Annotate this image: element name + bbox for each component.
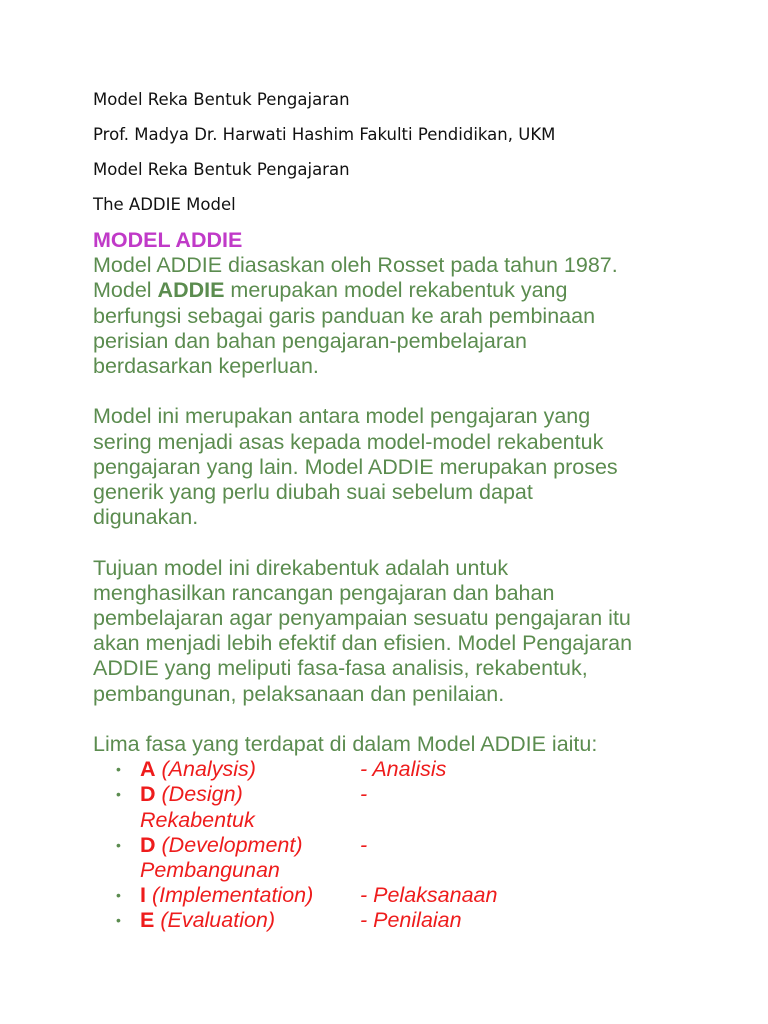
- bullet-icon: •: [116, 786, 121, 803]
- section-heading: MODEL ADDIE: [93, 228, 243, 252]
- phase-english: (Analysis): [155, 757, 256, 782]
- addie-bold-term: ADDIE: [157, 278, 225, 303]
- list-item: [93, 782, 693, 832]
- phase-term: [140, 782, 360, 807]
- paragraph-spacer: [93, 379, 693, 404]
- phase-letter: D: [140, 782, 156, 807]
- para3-line: menghasilkan rancangan pengajaran dan bahan: [93, 580, 555, 605]
- model-name-line: The ADDIE Model: [93, 195, 236, 214]
- addie-section: [93, 228, 693, 934]
- phase-malay: - Analisis: [360, 757, 447, 782]
- paragraph-spacer: [93, 707, 693, 732]
- para2-line: digunakan.: [93, 505, 199, 530]
- bullet-icon: •: [116, 836, 121, 853]
- phase-term: [140, 757, 360, 782]
- para3-line: pembangunan, pelaksanaan dan penilaian.: [93, 681, 505, 706]
- para3-line: ADDIE yang meliputi fasa-fasa analisis, rekabentuk,: [93, 656, 588, 681]
- para1-line: perisian dan bahan pengajaran-pembelajaran: [93, 328, 527, 353]
- para1-line: berdasarkan keperluan.: [93, 354, 319, 379]
- paragraph-spacer: [93, 530, 693, 555]
- para1-text: merupakan model rekabentuk yang: [224, 278, 568, 303]
- phase-malay: -: [360, 832, 368, 857]
- phase-letter: I: [140, 883, 146, 908]
- phase-malay: -: [360, 782, 368, 807]
- phase-letter: D: [140, 832, 156, 857]
- phase-malay-wrap: Pembangunan: [140, 858, 280, 883]
- phase-term: [140, 883, 360, 908]
- bullet-icon: •: [116, 912, 121, 929]
- list-item: [93, 908, 693, 933]
- phase-letter: A: [140, 757, 156, 782]
- para3-line: akan menjadi lebih efektif dan efisien. Model Pengajaran: [93, 631, 633, 656]
- para2-line: Model ini merupakan antara model pengajaran yang: [93, 404, 591, 429]
- para1-line: berfungsi sebagai garis panduan ke arah pembinaan: [93, 303, 596, 328]
- list-item: [93, 883, 693, 908]
- phase-english: (Implementation): [145, 883, 314, 908]
- list-intro: Lima fasa yang terdapat di dalam Model ADDIE iaitu:: [93, 732, 598, 757]
- phase-letter: E: [140, 908, 155, 933]
- phase-malay-wrap: Rekabentuk: [140, 807, 255, 832]
- para2-line: pengajaran yang lain. Model ADDIE merupakan proses: [93, 454, 618, 479]
- list-item: [93, 757, 693, 782]
- phase-english: (Evaluation): [154, 908, 276, 933]
- para2-line: sering menjadi asas kepada model-model rekabentuk: [93, 429, 604, 454]
- para1-line: Model ADDIE diasaskan oleh Rosset pada tahun 1987.: [93, 253, 618, 278]
- bullet-icon: •: [116, 761, 121, 778]
- author-line: Prof. Madya Dr. Harwati Hashim Fakulti Pendidikan, UKM: [93, 125, 556, 144]
- phase-english: (Development): [155, 832, 303, 857]
- phase-term: [140, 833, 360, 858]
- phase-term: [140, 908, 360, 933]
- list-item: [93, 833, 693, 883]
- phase-malay: - Pelaksanaan: [360, 883, 498, 908]
- phase-list: [93, 757, 693, 933]
- bullet-icon: •: [116, 887, 121, 904]
- doc-subtitle-line: Model Reka Bentuk Pengajaran: [93, 160, 350, 179]
- para1-text: Model: [93, 278, 158, 303]
- para3-line: pembelajaran agar penyampaian sesuatu pengajaran itu: [93, 606, 631, 631]
- para3-line: Tujuan model ini direkabentuk adalah untuk: [93, 555, 509, 580]
- para2-line: generik yang perlu diubah suai sebelum dapat: [93, 480, 533, 505]
- phase-english: (Design): [155, 782, 243, 807]
- phase-malay: - Penilaian: [360, 908, 462, 933]
- doc-title-line: Model Reka Bentuk Pengajaran: [93, 90, 350, 109]
- para1-line-with-bold: [93, 278, 693, 303]
